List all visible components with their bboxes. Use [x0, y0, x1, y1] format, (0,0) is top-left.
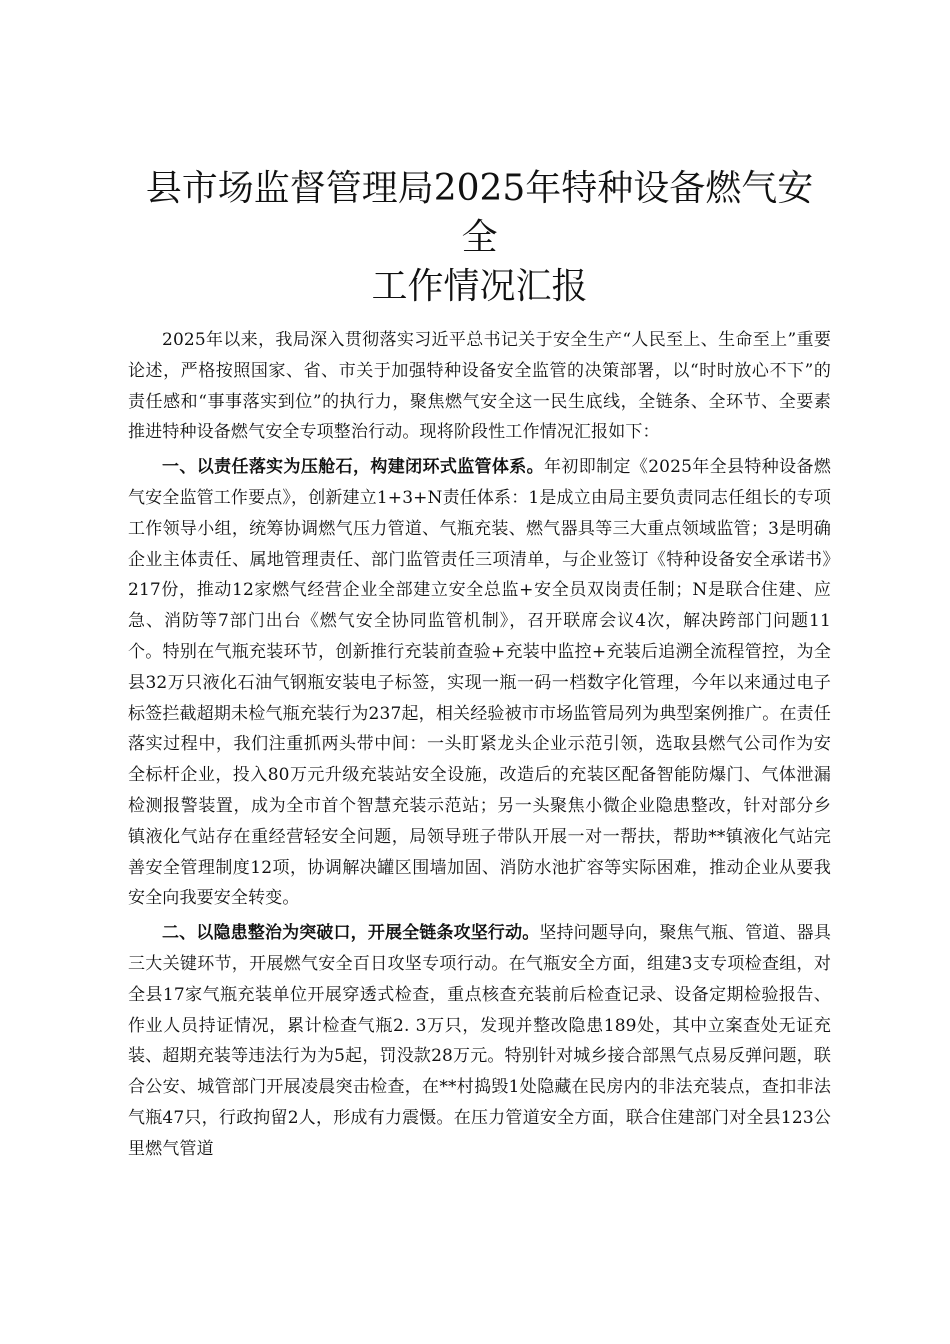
- intro-paragraph: 2025年以来，我局深入贯彻落实习近平总书记关于安全生产“人民至上、生命至上”重要论述，严格按照国家、省、市关于加强特种设备安全监管的决策部署，以“时时放心不下”的责任感和“事事落实到位”的执行力，聚焦燃气安全这一民生底线，全链条、全环节、全要素推进特种设备燃气安全专项整治行动。现将阶段性工作情况汇报如下：: [128, 330, 831, 443]
- section-body-1: 年初即制定《2025年全县特种设备燃气安全监管工作要点》，创新建立1+3+N责任体系：1是成立由局主要负责同志任组长的专项工作领导小组，统筹协调燃气压力管道、气瓶充装、燃气器具等三大重点领域监管；3是明确企业主体责任、属地管理责任、部门监管责任三项清单，与企业签订《特种设备安全承诺书》217份，推动12家燃气经营企业全部建立安全总监+安全员双岗责任制；N是联合住建、应急、消防等7部门出台《燃气安全协同监管机制》，召开联席会议4次，解决跨部门问题11个。特别在气瓶充装环节，创新推行充装前查验+充装中监控+充装后追溯全流程管控，为全县32万只液化石油气钢瓶安装电子标签，实现一瓶一码一档数字化管理，今年以来通过电子标签拦截超期未检气瓶充装行为237起，相关经验被市市场监管局列为典型案例推广。在责任落实过程中，我们注重抓两头带中间：一头盯紧龙头企业示范引领，选取县燃气公司作为安全标杆企业，投入80万元升级充装站安全设施，改造后的充装区配备智能防爆门、气体泄漏检测报警装置，成为全市首个智慧充装示范站；另一头聚焦小微企业隐患整改，针对部分乡镇液化气站存在重经营轻安全问题，局领导班子带队开展一对一帮扶，帮助**镇液化气站完善安全管理制度12项，协调解决罐区围墙加固、消防水池扩容等实际困难，推动企业从要我安全向我要安全转变。: [128, 457, 831, 909]
- document-page: [128, 164, 831, 1165]
- document-title: [128, 164, 831, 311]
- section-heading-2: 二、以隐患整治为突破口，开展全链条攻坚行动。: [162, 923, 540, 944]
- section-paragraph-2: [128, 918, 831, 1164]
- section-heading-1: 一、以责任落实为压舱石，构建闭环式监管体系。: [162, 457, 545, 478]
- title-line-2: 工作情况汇报: [371, 266, 588, 307]
- title-line-1: 县市场监督管理局2025年特种设备燃气安全: [145, 168, 814, 258]
- section-body-2: 坚持问题导向，聚焦气瓶、管道、器具三大关键环节，开展燃气安全百日攻坚专项行动。在气瓶安全方面，组建3支专项检查组，对全县17家气瓶充装单位开展穿透式检查，重点核查充装前后检查记录、设备定期检验报告、作业人员持证情况，累计检查气瓶2. 3万只，发现并整改隐患189处，其中立案查处无证充装、超期充装等违法行为为5起，罚没款28万元。特别针对城乡接合部黑气点易反弹问题，联合公安、城管部门开展凌晨突击检查，在**村捣毁1处隐藏在民房内的非法充装点，查扣非法气瓶47只，行政拘留2人，形成有力震慑。在压力管道安全方面，联合住建部门对全县123公里燃气管道: [128, 923, 831, 1159]
- section-paragraph-1: [128, 452, 831, 914]
